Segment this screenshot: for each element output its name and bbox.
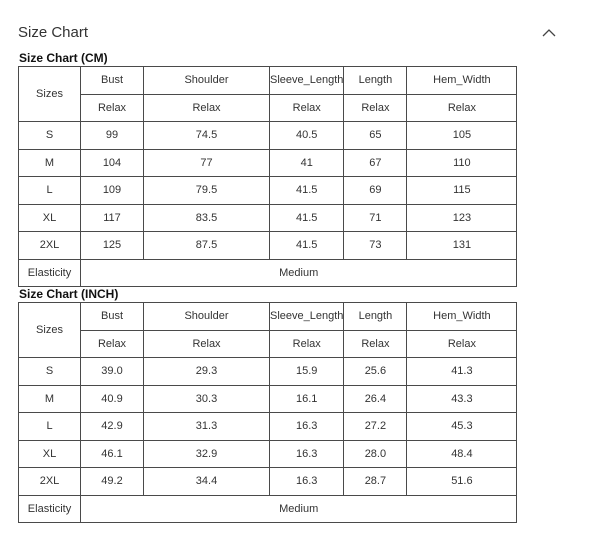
size-label-cell: L [19,177,81,205]
table-cell: 71 [344,204,407,232]
table-cell: 40.5 [270,122,344,150]
size-label-cell: M [19,385,81,413]
fit-subheader: Relax [270,330,344,358]
table-cell: 43.3 [407,385,517,413]
fit-subheader: Relax [344,330,407,358]
table-cell: 34.4 [144,468,270,496]
elasticity-value: Medium [81,259,517,287]
table-row [19,385,517,413]
table-row [19,149,517,177]
table-cell: 28.0 [344,440,407,468]
table-cell: 123 [407,204,517,232]
table-cell: 105 [407,122,517,150]
table-cell: 41.5 [270,204,344,232]
size-label-cell: 2XL [19,232,81,260]
table-cell: 29.3 [144,358,270,386]
table-row [19,440,517,468]
table-cell: 39.0 [81,358,144,386]
table-row [19,122,517,150]
table-cell: 32.9 [144,440,270,468]
column-header: Length [344,303,407,331]
table-row [19,358,517,386]
size-label-cell: XL [19,204,81,232]
header-row [19,303,517,331]
table-cell: 67 [344,149,407,177]
size-label-cell: XL [19,440,81,468]
table-row [19,232,517,260]
table-cell: 30.3 [144,385,270,413]
table-cell: 69 [344,177,407,205]
table-cell: 41.3 [407,358,517,386]
page-title: Size Chart [18,24,89,41]
column-header: Shoulder [144,303,270,331]
table-cell: 41.5 [270,232,344,260]
sizes-header: Sizes [19,303,81,358]
column-header: Sleeve_Length [270,303,344,331]
elasticity-row [19,495,517,523]
table-cell: 31.3 [144,413,270,441]
size-label-cell: S [19,358,81,386]
table-cell: 40.9 [81,385,144,413]
size-label-cell: M [19,149,81,177]
table-cell: 99 [81,122,144,150]
fit-subheader: Relax [144,330,270,358]
table-cell: 109 [81,177,144,205]
column-header: Bust [81,67,144,95]
table-cell: 16.1 [270,385,344,413]
table-row [19,204,517,232]
fit-subheader: Relax [407,94,517,122]
table-cell: 77 [144,149,270,177]
size-chart-header[interactable] [18,22,558,46]
column-header: Length [344,67,407,95]
table-cell: 115 [407,177,517,205]
size-label-cell: 2XL [19,468,81,496]
subheader-row [19,94,517,122]
table-cell: 41 [270,149,344,177]
column-header: Bust [81,303,144,331]
fit-subheader: Relax [407,330,517,358]
table-cell: 49.2 [81,468,144,496]
size-label-cell: L [19,413,81,441]
table-cell: 125 [81,232,144,260]
table-cell: 26.4 [344,385,407,413]
table-cell: 27.2 [344,413,407,441]
table-cell: 104 [81,149,144,177]
table-cell: 74.5 [144,122,270,150]
table-cell: 45.3 [407,413,517,441]
table-cell: 25.6 [344,358,407,386]
table-cell: 46.1 [81,440,144,468]
table-cell: 15.9 [270,358,344,386]
table-cell: 16.3 [270,413,344,441]
table-cell: 83.5 [144,204,270,232]
fit-subheader: Relax [144,94,270,122]
size-table-cm [18,66,517,287]
elasticity-value: Medium [81,495,517,523]
table-cell: 110 [407,149,517,177]
table-cell: 117 [81,204,144,232]
column-header: Sleeve_Length [270,67,344,95]
table-cell: 51.6 [407,468,517,496]
fit-subheader: Relax [344,94,407,122]
table-cell: 41.5 [270,177,344,205]
column-header: Hem_Width [407,67,517,95]
table-cell: 65 [344,122,407,150]
elasticity-label: Elasticity [19,495,81,523]
size-table-inch [18,302,517,523]
table-cell: 42.9 [81,413,144,441]
table-cell: 131 [407,232,517,260]
size-label-cell: S [19,122,81,150]
fit-subheader: Relax [270,94,344,122]
column-header: Shoulder [144,67,270,95]
table-cell: 73 [344,232,407,260]
table-cell: 79.5 [144,177,270,205]
table-cell: 16.3 [270,468,344,496]
sizes-header: Sizes [19,67,81,122]
fit-subheader: Relax [81,330,144,358]
header-row [19,67,517,95]
chevron-up-icon[interactable] [540,24,558,42]
elasticity-label: Elasticity [19,259,81,287]
fit-subheader: Relax [81,94,144,122]
table-cell: 87.5 [144,232,270,260]
table-cell: 48.4 [407,440,517,468]
inch-table-title: Size Chart (INCH) [19,287,119,301]
elasticity-row [19,259,517,287]
table-row [19,177,517,205]
table-row [19,468,517,496]
table-row [19,413,517,441]
column-header: Hem_Width [407,303,517,331]
cm-table-title: Size Chart (CM) [19,51,108,65]
table-cell: 16.3 [270,440,344,468]
table-cell: 28.7 [344,468,407,496]
subheader-row [19,330,517,358]
